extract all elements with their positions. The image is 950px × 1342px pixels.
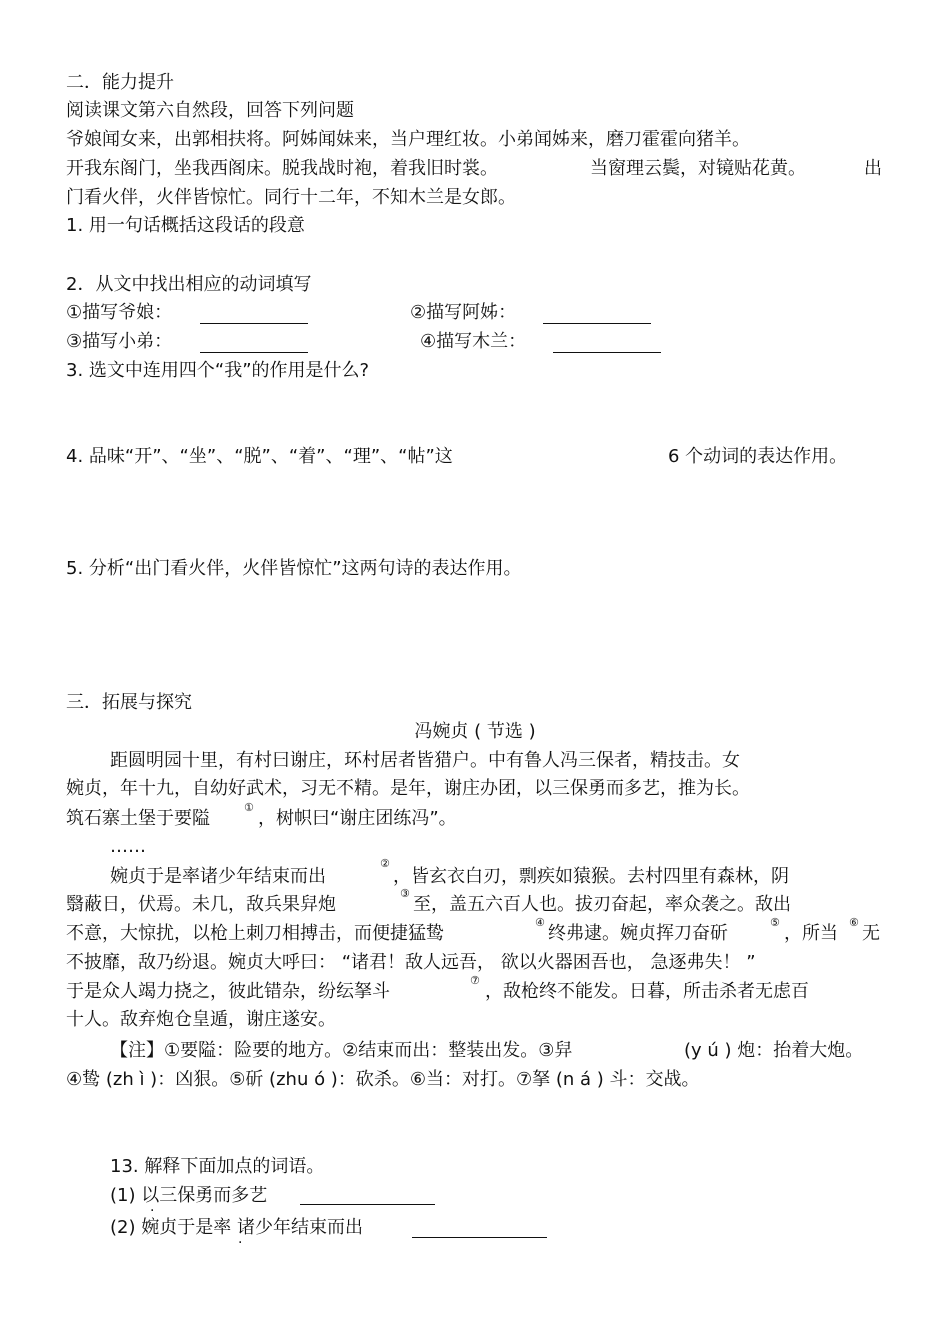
emphasis-dot: · [238, 1235, 243, 1251]
footnote-mark: ① [244, 801, 254, 814]
article-line: ，所当 [784, 923, 838, 944]
verb-label-sister: ②描写阿姊： [410, 302, 517, 323]
question-3: 3. 选文中连用四个“我”的作用是什么? [66, 360, 370, 381]
instruction: 阅读课文第六自然段，回答下列问题 [66, 100, 354, 121]
question-4-tail: 6 个动词的表达作用。 [668, 446, 848, 467]
answer-blank[interactable] [200, 334, 308, 353]
answer-blank[interactable] [412, 1219, 547, 1238]
article-line: 距圆明园十里，有村曰谢庄，环村居者皆猎户。中有鲁人冯三保者，精技击。女 [110, 750, 740, 771]
notes-line: ④鸷 (zh ì )：凶狠。⑤斫 (zhu ó )：砍杀。⑥当：对打。⑦拏 (n á ) 斗：交战。 [66, 1069, 700, 1090]
question-4: 4. 品味“开”、“坐”、“脱”、“着”、“理”、“帖”这 [66, 446, 453, 467]
passage-line: 当窗理云鬓，对镜贴花黄。 [590, 158, 806, 179]
article-line: 翳蔽日，伏焉。未几，敌兵果舁炮 [66, 894, 336, 915]
article-line: 于是众人竭力挠之，彼此错杂，纷纭拏斗 [66, 981, 390, 1002]
article-line: ，树帜曰“谢庄团练冯”。 [258, 808, 457, 829]
article-line: ，敌枪终不能发。日暮，所击杀者无虑百 [485, 981, 809, 1002]
question-13: 13. 解释下面加点的词语。 [110, 1156, 325, 1177]
verb-label-mulan: ④描写木兰： [420, 331, 527, 352]
passage-line: 门看火伴，火伴皆惊忙。同行十二年，不知木兰是女郎。 [66, 187, 516, 208]
article-line: 婉贞，年十九，自幼好武术，习无不精。是年，谢庄办团，以三保勇而多艺，推为长。 [66, 778, 750, 799]
answer-blank[interactable] [200, 305, 308, 324]
article-line: 终弗逮。婉贞挥刀奋斫 [548, 923, 728, 944]
article-line: 十人。敌弃炮仓皇遁，谢庄遂安。 [66, 1009, 336, 1030]
answer-blank[interactable] [300, 1186, 435, 1205]
section-heading: 二．能力提升 [66, 72, 174, 93]
footnote-mark: ③ [400, 887, 410, 900]
answer-blank[interactable] [553, 334, 661, 353]
article-line: 不披靡，敌乃纷退。婉贞大呼曰： “诸君！敌人远吾， 欲以火器困吾也， 急逐弗失！ ” [66, 952, 756, 973]
passage-line: 开我东阁门，坐我西阁床。脱我战时袍，着我旧时裳。 [66, 158, 498, 179]
article-line: 筑石寨土堡于要隘 [66, 808, 210, 829]
article-line: 无 [862, 923, 880, 944]
question-1: 1. 用一句话概括这段话的段意 [66, 215, 305, 236]
question-2: 2．从文中找出相应的动词填写 [66, 274, 312, 295]
article-line: 婉贞于是率诸少年结束而出 [110, 866, 326, 887]
verb-label-brother: ③描写小弟： [66, 331, 173, 352]
footnote-mark: ⑥ [849, 916, 859, 929]
verb-label-parents: ①描写爷娘： [66, 302, 173, 323]
article-line: 不意，大惊扰，以枪上刺刀相搏击，而便捷猛鸷 [66, 923, 444, 944]
section-heading: 三．拓展与探究 [66, 692, 192, 713]
question-5: 5. 分析“出门看火伴，火伴皆惊忙”这两句诗的表达作用。 [66, 558, 522, 579]
footnote-mark: ⑦ [470, 974, 480, 987]
notes-line: 【注】①要隘：险要的地方。②结束而出：整装出发。③舁 [110, 1040, 573, 1061]
article-line: 至，盖五六百人也。拔刃奋起，率众袭之。敌出 [413, 894, 791, 915]
question-13-item: (1) 以三保勇而多艺 [110, 1185, 268, 1206]
footnote-mark: ⑤ [770, 916, 780, 929]
article-title: 冯婉贞 ( 节选 ) [414, 721, 536, 742]
article-line: ，皆玄衣白刃，剽疾如猿猴。去村四里有森林，阴 [393, 866, 789, 887]
notes-line: (y ú ) 炮：抬着大炮。 [684, 1040, 864, 1061]
footnote-mark: ④ [535, 916, 545, 929]
ellipsis: …… [110, 836, 146, 857]
footnote-mark: ② [380, 857, 390, 870]
passage-line: 爷娘闻女来，出郭相扶将。阿姊闻妹来，当户理红妆。小弟闻姊来，磨刀霍霍向猪羊。 [66, 129, 750, 150]
emphasis-dot: · [150, 1203, 155, 1219]
passage-line: 出 [864, 158, 882, 179]
answer-blank[interactable] [543, 305, 651, 324]
question-13-item: (2) 婉贞于是率 诸少年结束而出 [110, 1217, 363, 1238]
